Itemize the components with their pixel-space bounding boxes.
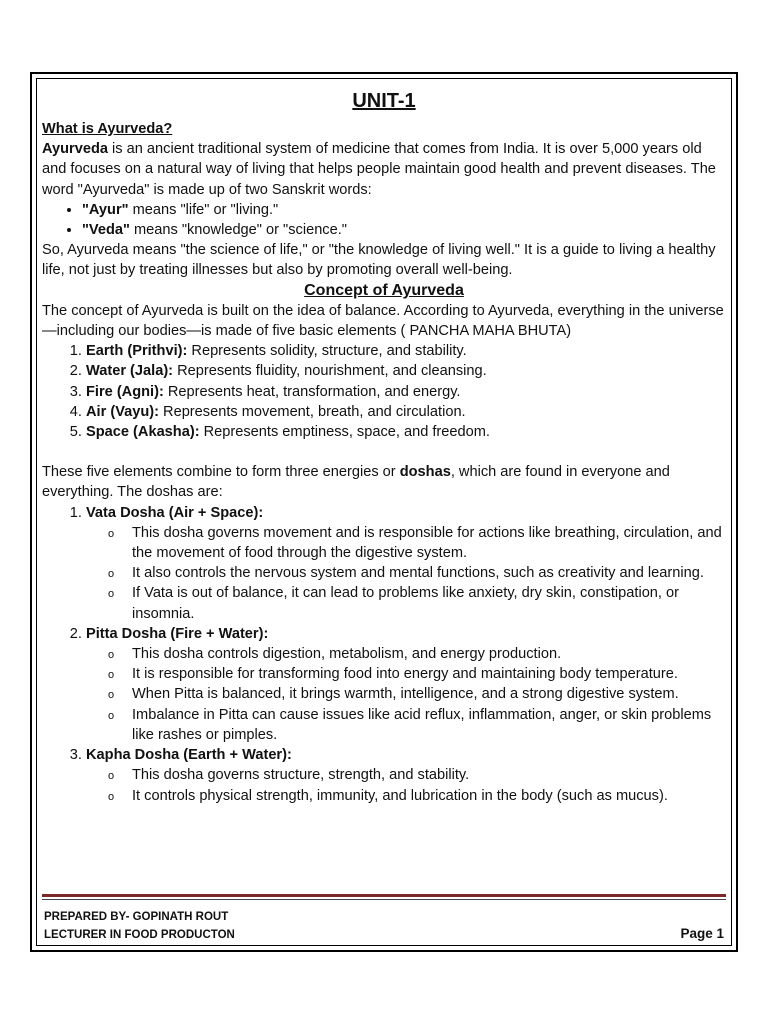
dosha-points	[86, 644, 726, 745]
summary-paragraph: So, Ayurveda means "the science of life," or "the knowledge of living well." It is a guide to living a healthy life, not just by treating illnesses but also by promoting overall well-being.	[42, 242, 716, 279]
list-item: 3. Fire (Agni): Represents heat, transformation, and energy.	[86, 382, 726, 402]
footer-designation: LECTURER IN FOOD PRODUCTON	[44, 929, 235, 941]
section-heading-concept: Concept of Ayurveda	[304, 281, 464, 299]
dosha-item-vata: 1. Vata Dosha (Air + Space): o This dosha governs movement and is responsible for actions like breathing, circulation, and the movement of food through the digestive system. o It also controls the nervous system and mental functions, such as creativity and learning. o If Vata is out of balance, it can lead to problems like anxiety, dry skin, constipation, or insomnia.	[86, 503, 726, 624]
intro-paragraph	[42, 139, 726, 200]
footer-divider	[42, 894, 726, 897]
sanskrit-words-list	[42, 200, 726, 240]
list-item: 2. Water (Jala): Represents fluidity, nourishment, and cleansing.	[86, 361, 726, 381]
page-title: UNIT-1	[352, 90, 416, 112]
list-item: o This dosha governs structure, strength, and stability.	[132, 765, 726, 785]
page-border	[30, 72, 738, 952]
list-item: o This dosha governs movement and is responsible for actions like breathing, circulation, and the movement of food through the digestive system.	[132, 523, 726, 563]
section-heading-what-is: What is Ayurveda?	[42, 121, 173, 137]
list-item: 1. Earth (Prithvi): Represents solidity, structure, and stability.	[86, 341, 726, 361]
list-item: 5. Space (Akasha): Represents emptiness, space, and freedom.	[86, 422, 726, 442]
list-item: o If Vata is out of balance, it can lead to problems like anxiety, dry skin, constipation, or insomnia.	[132, 583, 726, 623]
list-item: o It also controls the nervous system and mental functions, such as creativity and learning.	[132, 563, 726, 583]
concept-paragraph: The concept of Ayurveda is built on the idea of balance. According to Ayurveda, everything in the universe—including our bodies—is made of five basic elements ( PANCHA MAHA BHUTA)	[42, 302, 724, 340]
list-item: • "Veda" means "knowledge" or "science."	[82, 220, 726, 240]
list-item: o This dosha controls digestion, metabolism, and energy production.	[132, 644, 726, 664]
list-item: o Imbalance in Pitta can cause issues like acid reflux, inflammation, anger, or skin problems like rashes or pimples.	[132, 705, 726, 745]
dosha-item-pitta: 2. Pitta Dosha (Fire + Water): o This dosha controls digestion, metabolism, and energy production. o It is responsible for transforming food into energy and maintaining body temperature. o When Pitta is balanced, it brings warmth, intelligence, and a strong digestive system. o Imbalance in Pitta can cause issues like acid reflux, inflammation, anger, or skin problems like rashes or pimples.	[86, 624, 726, 745]
intro-text: is an ancient traditional system of medicine that comes from India. It is over 5,000 years old and focuses on a natural way of living that helps people maintain good health and prevent diseases. The word "Ayurveda" is made up of two Sanskrit words:	[42, 141, 716, 198]
footer-divider-thin	[42, 899, 726, 900]
footer-author: PREPARED BY- GOPINATH ROUT	[44, 911, 229, 923]
list-item: o It is responsible for transforming food into energy and maintaining body temperature.	[132, 664, 726, 684]
list-item: o When Pitta is balanced, it brings warmth, intelligence, and a strong digestive system.	[132, 684, 726, 704]
dosha-points	[86, 765, 726, 805]
spacer	[42, 442, 726, 462]
elements-list	[42, 341, 726, 442]
list-item: 4. Air (Vayu): Represents movement, breath, and circulation.	[86, 402, 726, 422]
doshas-list	[42, 503, 726, 806]
intro-term: Ayurveda	[42, 141, 108, 158]
doshas-intro-paragraph: These five elements combine to form three energies or doshas, which are found in everyone and everything. The doshas are:	[42, 464, 670, 501]
page-content	[42, 84, 726, 806]
dosha-item-kapha: 3. Kapha Dosha (Earth + Water): o This dosha governs structure, strength, and stability. o It controls physical strength, immunity, and lubrication in the body (such as mucus).	[86, 745, 726, 806]
list-item: • "Ayur" means "life" or "living."	[82, 200, 726, 220]
footer	[44, 908, 724, 944]
dosha-points	[86, 523, 726, 624]
page-number: Page 1	[680, 926, 724, 941]
list-item: o It controls physical strength, immunity, and lubrication in the body (such as mucus).	[132, 786, 726, 806]
